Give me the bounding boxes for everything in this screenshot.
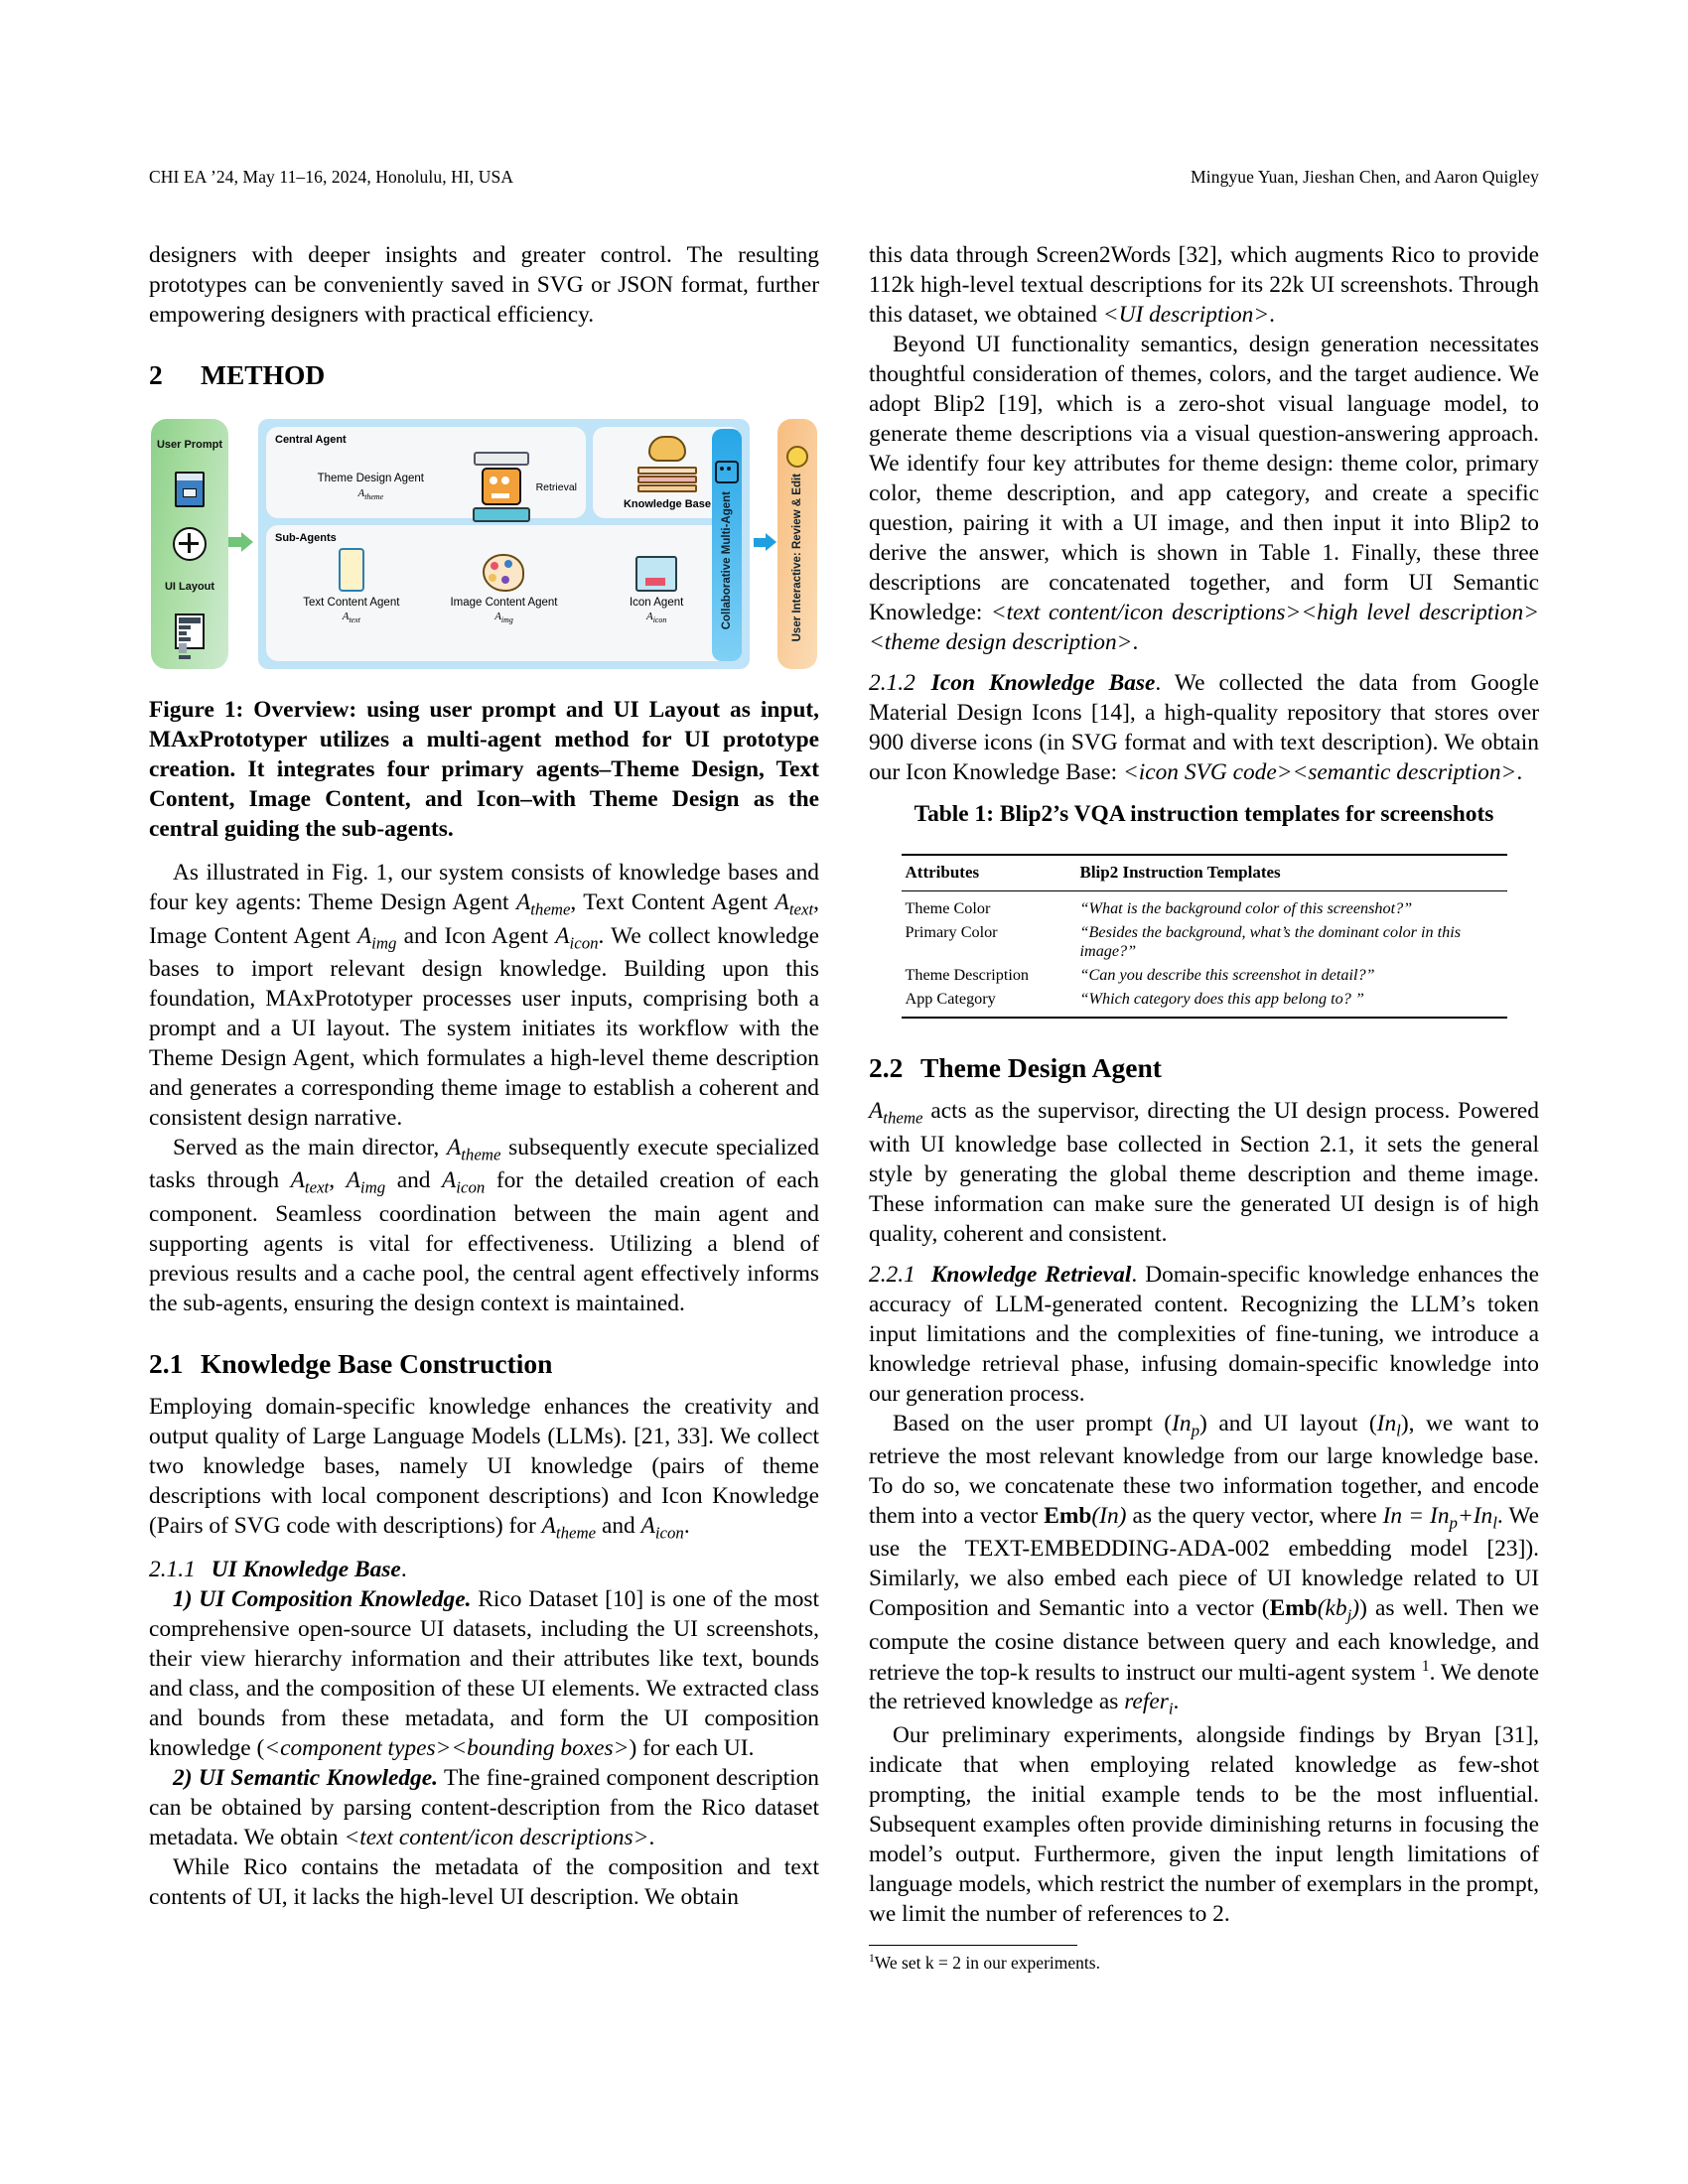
figure-agent-panel	[258, 419, 750, 669]
section-number: 2	[149, 359, 163, 391]
collaborative-multi-agent-bar	[712, 429, 742, 661]
running-head	[149, 167, 1539, 188]
table-row	[902, 921, 1507, 964]
color-palette-icon	[483, 554, 524, 592]
printer-base-icon	[473, 507, 530, 522]
table-header-attributes: Attributes	[905, 863, 980, 883]
robot-icon	[482, 468, 521, 505]
section-title-21: Knowledge Base Construction	[201, 1347, 553, 1379]
figure-1	[149, 409, 819, 844]
table-cell-template: “Which category does this app belong to? ”	[1079, 990, 1364, 1009]
ui-layout-label: UI Layout	[164, 581, 215, 594]
table-1-caption: Table 1: Blip2’s VQA instruction templates for screenshots	[914, 801, 1494, 828]
brain-icon	[648, 436, 686, 462]
paragraph-continued: designers with deeper insights and greater control. The resulting prototypes can be conveniently saved in SVG or JSON format, further empowering designers with practical efficiency.	[149, 242, 819, 329]
collaborative-multi-agent-label: Collaborative Multi-Agent	[721, 490, 733, 630]
subsubsection-title-221: Knowledge Retrieval	[930, 1261, 1132, 1288]
retrieval-label: Retrieval	[535, 480, 577, 493]
section-number-22: 2.2	[869, 1052, 904, 1084]
table-cell-attribute: Theme Description	[905, 966, 1030, 985]
paragraph-preliminary-experiments: Our preliminary experiments, alongside findings by Bryan [31], indicate that when employing related knowledge as few-shot prompting, the initial example tends to be the most influential. Subsequent examples often provide diminishing returns in focusing the model’s output. Furthermore, given the input length limitations of language models, which restrict the number of exemplars in the prompt, we limit the number of references to 2.	[869, 1721, 1539, 1927]
laptop-pen-icon	[635, 556, 677, 592]
section-heading-method	[149, 359, 819, 391]
section-title-22: Theme Design Agent	[920, 1052, 1162, 1084]
central-agent-title: Central Agent	[275, 434, 347, 447]
user-interactive-panel	[777, 419, 817, 669]
paragraph-while-rico: While Rico contains the metadata of the composition and text contents of UI, it lacks the high-level UI description. We obtain	[149, 1854, 819, 1911]
subsubsection-title-211: UI Knowledge Base	[211, 1557, 401, 1582]
book-icon	[175, 472, 205, 507]
theme-design-agent-label: Theme Design Agent $A_{theme}$	[317, 473, 424, 501]
plus-circle-icon	[173, 527, 207, 561]
paragraph-as-illustrated: As illustrated in Fig. 1, our system consists of knowledge bases and four key agents: Theme Design Agent $A_{theme}$, Text Content Agent $A_{text}$, Image Content Agent $A_{img}$ and Icon Agent $A_{icon}$. We collect knowledge bases to import relevant design knowledge. Building upon this foundation, MAxPrototyper processes user inputs, comprising both a prompt and a UI layout. The system initiates its workflow with the Theme Design Agent, which formulates a high-level theme description and generates a corresponding theme image to establish a coherent and consistent design narrative.	[149, 860, 819, 1132]
subsubsection-number-221: 2.2.1	[869, 1261, 915, 1288]
ui-layout-icon	[175, 614, 205, 649]
footnote: $^1$We set k = 2 in our experiments.	[869, 1953, 1100, 1974]
section-title: METHOD	[201, 359, 326, 391]
books-icon	[637, 467, 697, 492]
subsubsection-212: 2.1.2 Icon Knowledge Base. We collected the data from Google Material Design Icons [14], a high-quality repository that stores over 900 diverse icons (in SVG format and with text description). We obtain our Icon Knowledge Base: <icon SVG code><semantic description>.	[869, 670, 1539, 786]
paragraph-beyond-ui: Beyond UI functionality semantics, design generation necessitates thoughtful consideration of themes, colors, and the target audience. We adopt Blip2 [19], which is a zero-shot visual language model, to generate theme descriptions via a visual question-answering approach. We identify four key attributes for theme design: theme color, primary color, theme description, and app category, and create a specific question, pairing it with a UI image, and then input it into Blip2 to derive the answer, which is shown in Table 1. Finally, these three descriptions are concatenated together, and form UI Semantic Knowledge: <text content/icon descriptions><high level description><theme design description>.	[869, 332, 1539, 656]
table-cell-attribute: Primary Color	[905, 923, 998, 942]
paragraph-based-on-prompt: Based on the user prompt $(In_p)$ and UI layout $(In_l)$, we want to retrieve the most relevant knowledge from our large knowledge base. To do so, we concatenate these two information together, and encode them into a vector Emb(In) as the query vector, where $In = In_p+In_l$. We use the TEXT-EMBEDDING-ADA-002 embedding model [23]). Similarly, we also embed each piece of UI knowledge related to UI Composition and Semantic into a vector $(Emb(kb_j))$ as well. Then we compute the cosine distance between query and each knowledge, and retrieve the top-k results to instruct our multi-agent system $^1$. We denote the retrieved knowledge as refer$_i$.	[869, 1410, 1540, 1719]
subsubsection-title-212: Icon Knowledge Base	[930, 670, 1156, 697]
paragraph-served-as-director: Served as the main director, $A_{theme}$ subsequently execute specialized tasks through $A_{text}$, $A_{img}$ and $A_{icon}$ for the detailed creation of each component. Seamless coordination between the main agent and supporting agents is vital for effectiveness. Utilizing a blend of previous results and a cache pool, the central agent effectively informs the sub-agents, ensuring the design context is maintained.	[149, 1135, 820, 1316]
user-avatar-icon	[786, 446, 808, 468]
table-cell-attribute: Theme Color	[905, 899, 991, 918]
two-column-body	[149, 240, 1539, 1974]
sub-agent-icon: Icon Agent $A_{icon}$	[581, 556, 732, 625]
arrow-output-icon	[754, 533, 777, 551]
central-agent-card	[266, 427, 586, 518]
knowledge-base-label: Knowledge Base	[623, 497, 712, 510]
arrow-input-icon	[228, 532, 254, 552]
sub-agents-title: Sub-Agents	[275, 532, 337, 545]
table-cell-template: “Besides the background, what’s the dominant color in this image?”	[1079, 923, 1462, 961]
table-1	[902, 854, 1507, 1019]
figure-1-image	[149, 409, 819, 675]
paragraph-this-data: this data through Screen2Words [32], which augments Rico to provide 112k high-level textual descriptions for its 22k UI screenshots. Through this dataset, we obtained <UI description>.	[869, 242, 1539, 329]
user-interactive-label: User Interactive: Review & Edit	[791, 474, 803, 642]
section-number-21: 2.1	[149, 1347, 184, 1379]
table-cell-template: “What is the background color of this screenshot?”	[1079, 899, 1413, 918]
printer-icon	[474, 452, 529, 466]
running-head-right: Mingyue Yuan, Jieshan Chen, and Aaron Quigley	[1191, 167, 1539, 187]
table-cell-attribute: App Category	[905, 990, 996, 1009]
subsubsection-221: 2.2.1 Knowledge Retrieval. Domain-specific knowledge enhances the accuracy of LLM-generated content. Recognizing the LLM’s token input limitations and the complexities of fine-tuning, we introduce a knowledge retrieval phase, infusing domain-specific knowledge into our generation process.	[869, 1261, 1539, 1407]
sub-agents-card	[266, 525, 742, 661]
figure-1-caption: Figure 1: Overview: using user prompt and UI Layout as input, MAxPrototyper utilizes a multi-agent method for UI prototype creation. It integrates four primary agents–Theme Design, Text Content, Image Content, and Icon–with Theme Design as the central guiding the sub-agents.	[149, 697, 819, 843]
table-header-templates: Blip2 Instruction Templates	[1079, 863, 1281, 883]
table-header-row	[902, 855, 1507, 891]
right-column	[869, 240, 1539, 1974]
subsubsection-number-212: 2.1.2	[869, 670, 915, 697]
sub-agent-image: Image Content Agent $A_{img}$	[428, 554, 579, 625]
subsubsection-number-211: 2.1.1	[149, 1557, 196, 1582]
paragraph-ui-semantic-knowledge: 2) UI Semantic Knowledge. The fine-grained component description can be obtained by parsing content-description from the Rico dataset metadata. We obtain <text content/icon descriptions>.	[149, 1765, 819, 1851]
left-column	[149, 240, 819, 1974]
figure-input-panel	[151, 419, 228, 669]
subsubsection-211: 2.1.1 UI Knowledge Base.	[149, 1557, 407, 1582]
paragraph-employing: Employing domain-specific knowledge enhances the creativity and output quality of Large Language Models (LLMs). [21, 33]. We collect two knowledge bases, namely UI knowledge (pairs of theme descriptions with local component descriptions) and Icon Knowledge (Pairs of SVG code with descriptions) for $A_{theme}$ and $A_{icon}$.	[149, 1393, 819, 1543]
table-row	[902, 891, 1507, 921]
user-prompt-label: User Prompt	[156, 439, 223, 452]
sub-agent-text: Text Content Agent $A_{text}$	[276, 548, 427, 625]
section-heading-knowledge-base	[149, 1348, 819, 1380]
table-row	[902, 964, 1507, 988]
paragraph-atheme-supervisor: $A_{theme}$ acts as the supervisor, directing the UI design process. Powered with UI knowledge base collected in Section 2.1, it sets the general style by generating the global theme description and theme image. These information can make sure the generated UI design is of high quality, coherent and consistent.	[869, 1098, 1539, 1247]
table-row	[902, 988, 1507, 1019]
section-heading-theme-design-agent	[869, 1052, 1539, 1084]
footnote-rule	[869, 1945, 1077, 1946]
running-head-left: CHI EA ’24, May 11–16, 2024, Honolulu, HI, USA	[149, 167, 514, 187]
paragraph-ui-composition-knowledge: 1) UI Composition Knowledge. Rico Dataset [10] is one of the most comprehensive open-source UI datasets, including the UI screenshots, their view hierarchy information and their attributes like text, bounds and class, and the composition of these UI elements. We extracted class and bounds from these metadata, and form the UI composition knowledge (<component types><bounding boxes>) for each UI.	[149, 1586, 819, 1762]
robot-head-icon	[715, 461, 739, 483]
table-cell-template: “Can you describe this screenshot in detail?”	[1079, 966, 1375, 985]
phone-text-icon	[339, 548, 364, 592]
